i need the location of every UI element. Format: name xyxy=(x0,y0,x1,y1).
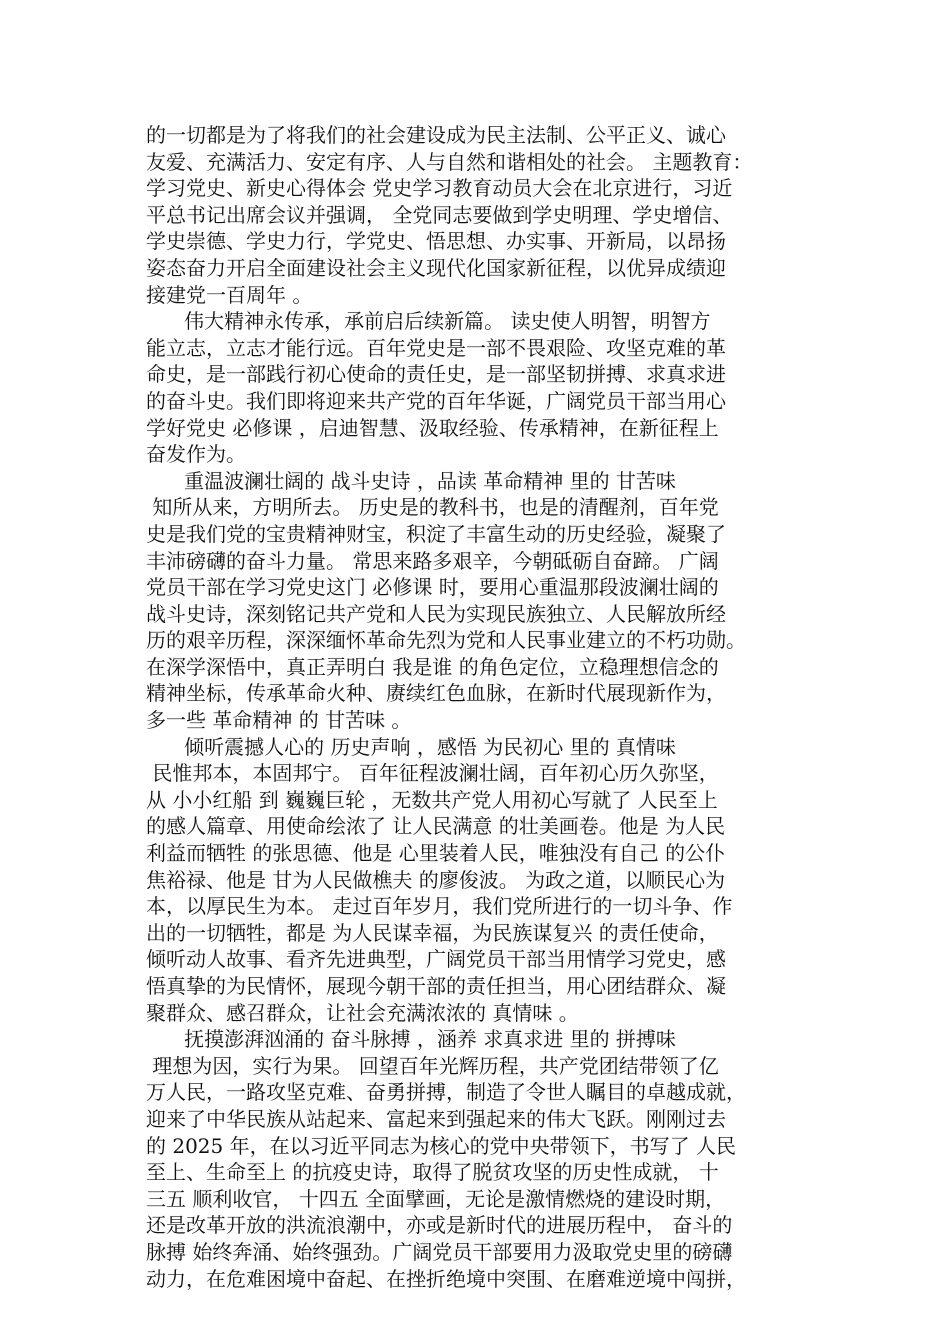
text-line: 丰沛磅礴的奋斗力量。 常思来路多艰辛，今朝砥砺自奋蹄。 广阔 xyxy=(146,548,719,573)
text-line: 平总书记出席会议并强调， 全党同志要做到学史明理、学史增信、 xyxy=(146,202,733,227)
text-line: 伟大精神永传承，承前启后续新篇。 读史使人明智，明智方 xyxy=(146,309,711,334)
text-line: 焦裕禄、他是 甘为人民做樵夫 的廖俊波。 为政之道，以顺民心为 xyxy=(146,867,726,892)
text-line: 精神坐标，传承革命火种、赓续红色血脉，在新时代展现新作为， xyxy=(146,681,726,706)
text-line: 战斗史诗，深刻铭记共产党和人民为实现民族独立、人民解放所经 xyxy=(146,601,726,626)
text-line: 友爱、充满活力、安定有序、人与自然和谐相处的社会。 主题教育： xyxy=(146,149,753,174)
text-line: 从 小小红船 到 巍巍巨轮 ，无数共产党人用初心写就了 人民至上 xyxy=(146,787,718,812)
text-line: 史是我们党的宝贵精神财宝，积淀了丰富生动的历史经验，凝聚了 xyxy=(146,521,726,546)
text-line: 命史，是一部践行初心使命的责任史，是一部坚韧拼搏、求真求进 xyxy=(146,362,726,387)
text-line: 聚群众、感召群众，让社会充满浓浓的 真情味 。 xyxy=(146,1000,579,1025)
text-line: 悟真挚的为民情怀，展现今朝干部的责任担当，用心团结群众、凝 xyxy=(146,974,726,998)
body-text xyxy=(146,122,826,1292)
text-line: 民惟邦本，本固邦宁。 百年征程波澜壮阔，百年初心历久弥坚， xyxy=(146,761,719,786)
text-line: 的一切都是为了将我们的社会建设成为民主法制、公平正义、诚心 xyxy=(146,123,726,147)
text-line: 本，以厚民生为本。 走过百年岁月，我们党所进行的一切斗争、作 xyxy=(146,894,733,919)
text-line: 的感人篇章、用使命绘浓了 让人民满意 的壮美画卷。他是 为人民 xyxy=(146,814,726,839)
text-line: 学好党史 必修课 ，启迪智慧、汲取经验、传承精神，在新征程上 xyxy=(146,415,719,440)
text-line: 迎来了中华民族从站起来、富起来到强起来的伟大飞跃。刚刚过去 xyxy=(146,1106,726,1131)
text-line: 三五 顺利收官， 十四五 全面擘画，无论是激情燃烧的建设时期， xyxy=(146,1186,726,1211)
text-line: 还是改革开放的洪流浪潮中，亦或是新时代的进展历程中， 奋斗的 xyxy=(146,1213,733,1238)
text-line: 学史崇德、学史力行，学党史、悟思想、办实事、开新局，以昂扬 xyxy=(146,229,726,254)
text-line: 动力，在危难困境中奋起、在挫折绝境中突围、在磨难逆境中闯拼， xyxy=(146,1266,746,1291)
text-line: 学习党史、新史心得体会 党史学习教育动员大会在北京进行，习近 xyxy=(146,176,733,201)
text-line: 多一些 革命精神 的 甘苦味 。 xyxy=(146,708,412,733)
text-line: 脉搏 始终奔涌、始终强劲。广阔党员干部要用力汲取党史里的磅礴 xyxy=(146,1239,733,1264)
text-line: 的 2025 年，在以习近平同志为核心的党中央带领下，书写了 人民 xyxy=(146,1133,736,1158)
text-line: 接建党一百周年 。 xyxy=(146,282,313,307)
text-line: 在深学深悟中，真正弄明白 我是谁 的角色定位，立稳理想信念的 xyxy=(146,654,719,679)
text-line: 党员干部在学习党史这门 必修课 时，要用心重温那段波澜壮阔的 xyxy=(146,575,719,600)
text-line: 出的一切牺牲，都是 为人民谋幸福，为民族谋复兴 的责任使命， xyxy=(146,920,719,945)
text-line: 万人民，一路攻坚克难、奋勇拼搏，制造了令世人瞩目的卓越成就， xyxy=(146,1080,746,1105)
text-line: 历的艰辛历程，深深缅怀革命先烈为党和人民事业建立的不朽功勋。 xyxy=(146,628,746,653)
text-line: 奋发作为。 xyxy=(146,442,246,467)
text-line: 能立志，立志才能行远。百年党史是一部不畏艰险、攻坚克难的革 xyxy=(146,335,726,360)
text-line: 重温波澜壮阔的 战斗史诗 ，品读 革命精神 里的 甘苦味 xyxy=(146,468,676,493)
text-line: 知所从来，方明所去。 历史是的教科书，也是的清醒剂，百年党 xyxy=(146,495,719,520)
text-line: 的奋斗史。我们即将迎来共产党的百年华诞，广阔党员干部当用心 xyxy=(146,388,726,413)
text-line: 至上、生命至上 的抗疫史诗，取得了脱贫攻坚的历史性成就， 十 xyxy=(146,1160,719,1185)
text-line: 姿态奋力开启全面建设社会主义现代化国家新征程，以优异成绩迎 xyxy=(146,255,726,280)
text-line: 抚摸澎湃汹涌的 奋斗脉搏 ，涵养 求真求进 里的 拼搏味 xyxy=(146,1027,676,1052)
text-line: 倾听动人故事、看齐先进典型，广阔党员干部当用情学习党史，感 xyxy=(146,947,726,972)
text-line: 倾听震撼人心的 历史声响 ，感悟 为民初心 里的 真情味 xyxy=(146,734,676,759)
text-line: 利益而牺牲 的张思德、他是 心里装着人民，唯独没有自己 的公仆 xyxy=(146,841,726,866)
text-line: 理想为因，实行为果。 回望百年光辉历程，共产党团结带领了亿 xyxy=(146,1053,719,1078)
